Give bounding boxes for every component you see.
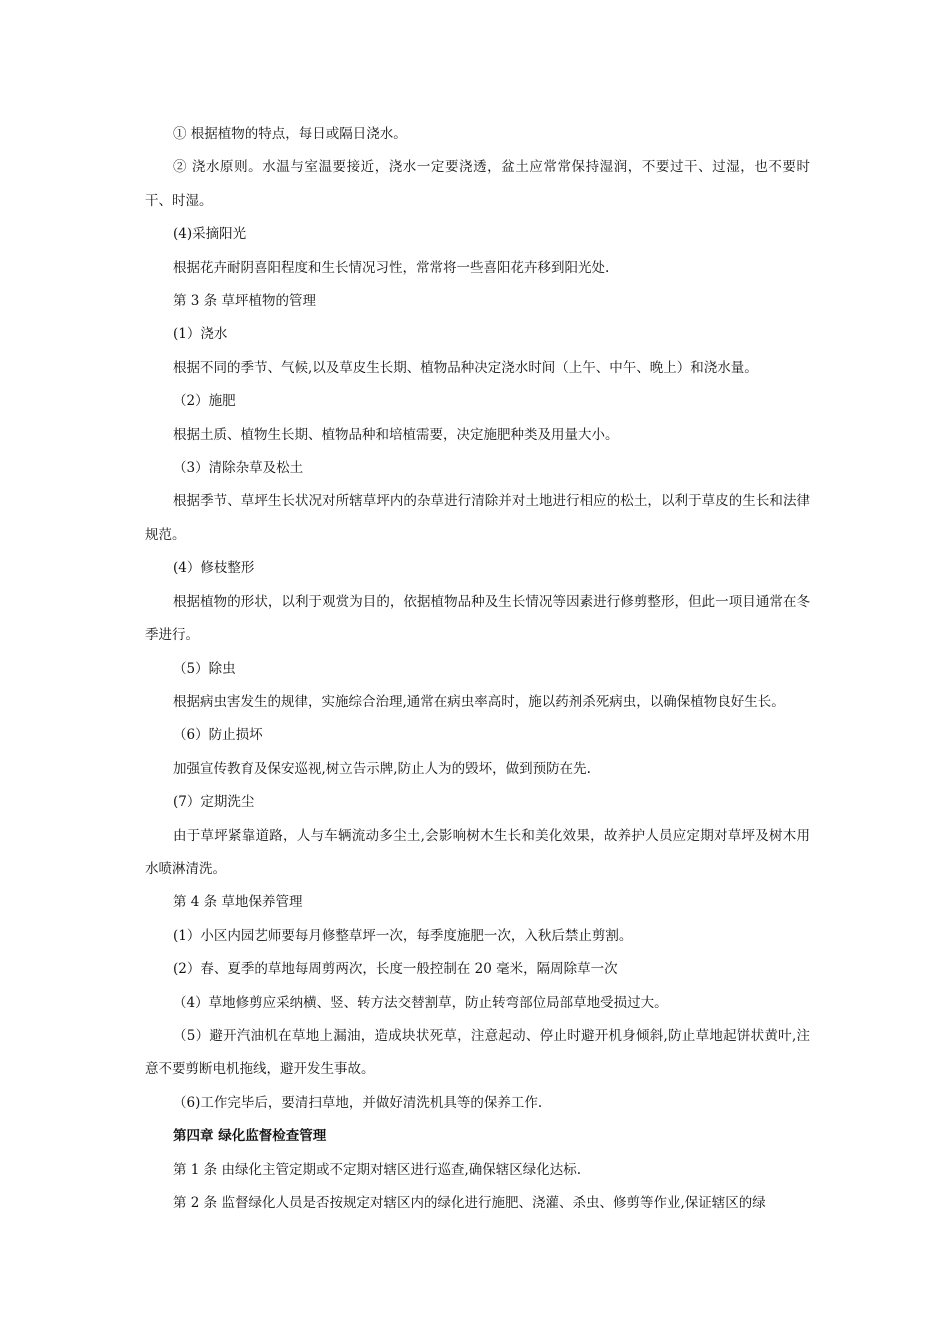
article-2-supervision: 第 2 条 监督绿化人员是否按规定对辖区内的绿化进行施肥、浇灌、杀虫、修剪等作业,保证辖区的绿 — [173, 1195, 766, 1211]
paragraph-lawn-safety: （5）避开汽油机在草地上漏油，造成块状死草，注意起动、停止时避开机身倾斜,防止草地起饼状黄叶,注意不要剪断电机拖线，避开发生事故。 — [145, 1027, 810, 1078]
paragraph-lawn-mowing: (2）春、夏季的草地每周剪两次，长度一般控制在 20 毫米，隔周除草一次 — [173, 961, 618, 978]
article-4-title: 第 4 条 草地保养管理 — [173, 894, 303, 911]
paragraph-pest-control: 根据病虫害发生的规律，实施综合治理,通常在病虫率高时，施以药剂杀死病虫，以确保植物良好生长。 — [173, 693, 785, 710]
heading-weeding: （3）清除杂草及松土 — [173, 460, 304, 477]
paragraph-lawn-monthly: (1）小区内园艺师要每月修整草坪一次，每季度施肥一次，入秋后禁止剪割。 — [173, 927, 633, 944]
paragraph-lawn-cleanup: （6)工作完毕后，要清扫草地，并做好清洗机具等的保养工作. — [173, 1094, 543, 1111]
paragraph-lawn-method: （4）草地修剪应采纳横、竖、转方法交替割草，防止转弯部位局部草地受损过大。 — [173, 994, 668, 1011]
paragraph-damage-prevention: 加强宣传教育及保安巡视,树立告示牌,防止人为的毁坏，做到预防在先. — [173, 760, 591, 777]
heading-watering: (1）浇水 — [173, 326, 228, 343]
document-body — [145, 118, 810, 1220]
heading-dust-washing: (7）定期洗尘 — [173, 794, 255, 811]
heading-fertilizing: （2）施肥 — [173, 393, 236, 410]
paragraph-pruning: 根据植物的形状，以利于观赏为目的，依据植物品种及生长情况等因素进行修剪整形，但此一项目通常在冬季进行。 — [145, 593, 810, 644]
heading-pest-control: （5）除虫 — [173, 660, 236, 677]
paragraph-watering: 根据不同的季节、气候,以及草皮生长期、植物品种决定浇水时间（上午、中午、晚上）和浇水量。 — [173, 359, 758, 376]
article-1-inspection: 第 1 条 由绿化主管定期或不定期对辖区进行巡查,确保辖区绿化达标. — [173, 1161, 582, 1178]
paragraph-sunlight: 根据花卉耐阴喜阳程度和生长情况习性，常常将一些喜阳花卉移到阳光处. — [173, 259, 610, 276]
heading-sunlight: (4)采摘阳光 — [173, 226, 247, 243]
paragraph-fertilizing: 根据土质、植物生长期、植物品种和培植需要，决定施肥种类及用量大小。 — [173, 426, 619, 443]
heading-damage-prevention: （6）防止损坏 — [173, 727, 263, 744]
chapter-4-title: 第四章 绿化监督检查管理 — [173, 1128, 327, 1145]
paragraph-watering-frequency: ① 根据植物的特点，每日或隔日浇水。 — [173, 126, 407, 142]
heading-pruning: (4）修枝整形 — [173, 560, 255, 577]
paragraph-weeding: 根据季节、草坪生长状况对所辖草坪内的杂草进行清除并对土地进行相应的松土，以利于草皮的生长和法律规范。 — [145, 493, 810, 543]
paragraph-dust-washing: 由于草坪紧靠道路，人与车辆流动多尘土,会影响树木生长和美化效果，故养护人员应定期对草坪及树木用水喷淋清洗。 — [145, 827, 810, 877]
paragraph-watering-principle: ② 浇水原则。水温与室温要接近，浇水一定要浇透，盆土应常常保持湿润，不要过干、过湿，也不要时干、时湿。 — [145, 159, 810, 209]
article-3-title: 第 3 条 草坪植物的管理 — [173, 293, 316, 310]
